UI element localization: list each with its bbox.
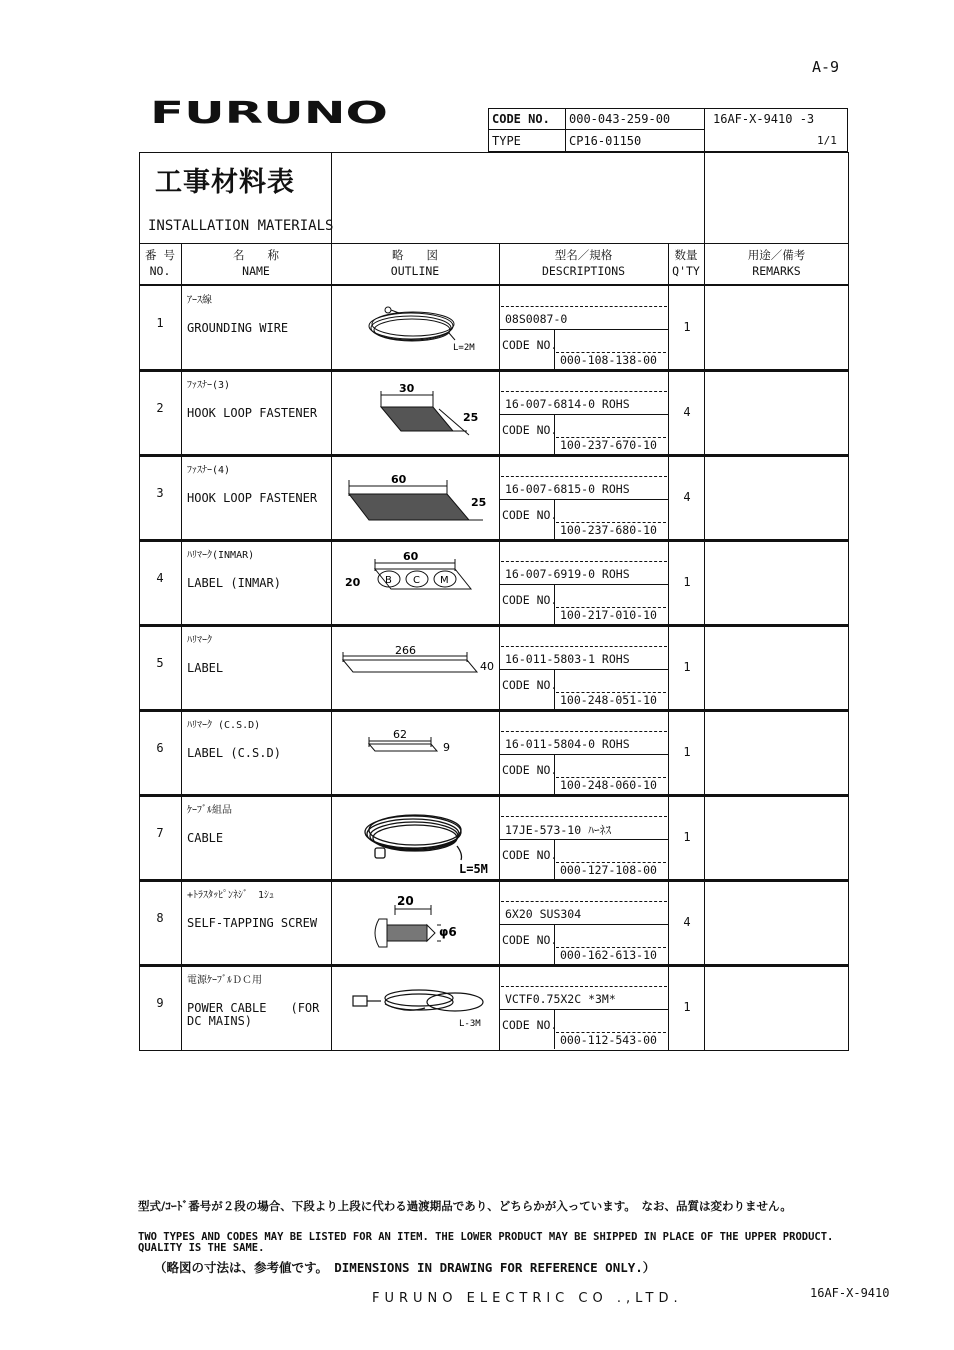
- code-no-label: CODE NO.: [502, 933, 558, 947]
- item-number: 8: [156, 911, 164, 925]
- item-quantity: 1: [683, 830, 691, 844]
- item-description: 16-007-6815-0 ROHS: [505, 482, 630, 496]
- item-name-en: HOOK LOOP FASTENER: [187, 491, 318, 505]
- item-quantity: 1: [683, 660, 691, 674]
- item-code: 100-237-680-10: [560, 523, 657, 537]
- item-description: 6X20 SUS304: [505, 907, 582, 921]
- item-quantity: 4: [683, 405, 691, 419]
- sheet-number: 1/1: [817, 134, 837, 147]
- dim-l3m: L-3M: [459, 1019, 481, 1029]
- type-value: CP16-01150: [569, 134, 642, 148]
- item-name-jp: +ﾄﾗｽﾀｯﾋﾟﾝﾈｼﾞ 1ｼｭ: [187, 890, 275, 901]
- item-code: 100-217-010-10: [560, 608, 657, 622]
- furuno-logo: [150, 96, 388, 131]
- desc-divider: [499, 669, 668, 670]
- dim-20b: 20: [397, 894, 414, 908]
- item-code: 100-248-051-10: [560, 693, 657, 707]
- code-no-label: CODE NO.: [502, 763, 558, 777]
- item-number: 6: [156, 741, 164, 755]
- item-code: 000-162-613-10: [560, 948, 657, 962]
- code-no-label: CODE NO.: [502, 508, 558, 522]
- screw-icon: [375, 905, 441, 947]
- fastener-strip-icon: [349, 480, 483, 520]
- doc-code: 16AF-X-9410 -3: [713, 112, 815, 126]
- dim-60: 60: [391, 473, 407, 486]
- dim-20: 20: [345, 576, 361, 589]
- item-number: 5: [156, 656, 164, 670]
- item-description: 08S0087-0: [505, 312, 568, 326]
- item-number: 4: [156, 571, 164, 585]
- code-no-label: CODE NO.: [502, 593, 558, 607]
- outline-label-csd: [331, 711, 499, 794]
- item-name-jp: ﾊﾘﾏｰｸ: [187, 635, 212, 646]
- footer-dimensions-note: （略図の寸法は、参考値です。 DIMENSIONS IN DRAWING FOR REFERENCE ONLY.）: [154, 1260, 656, 1275]
- footer-doc-code: 16AF-X-9410: [810, 1286, 890, 1300]
- item-name-en: POWER CABLE (FOR DC MAINS): [187, 1001, 320, 1028]
- code-no-label: CODE NO.: [502, 848, 558, 862]
- code-no-label: CODE NO.: [502, 1018, 558, 1032]
- col-descriptions: 型名／規格 DESCRIPTIONS: [541, 248, 626, 278]
- item-code: 000-112-543-00: [560, 1033, 657, 1047]
- item-description: 17JE-573-10 ﾊｰﾈｽ: [505, 823, 612, 837]
- dim-266: 266: [395, 644, 416, 657]
- outline-power-cable: [331, 966, 499, 1049]
- outline-fastener-3: [331, 371, 499, 454]
- dim-40: 40: [480, 660, 494, 673]
- item-number: 9: [156, 996, 164, 1010]
- desc-upper-line: [501, 901, 667, 902]
- coiled-wire-icon: [369, 307, 455, 341]
- item-code: 100-237-670-10: [560, 438, 657, 452]
- desc-divider: [499, 839, 668, 840]
- label-letter-m: M: [440, 575, 449, 586]
- desc-divider: [499, 924, 668, 925]
- title-jp: 工事材料表: [155, 167, 295, 198]
- item-name-en: LABEL (C.S.D): [187, 746, 281, 760]
- item-code: 100-248-060-10: [560, 778, 657, 792]
- col-name: 名 称 NAME: [233, 248, 279, 278]
- col-remarks: 用途／備考 REMARKS: [747, 248, 806, 278]
- item-name-jp: ﾊﾘﾏｰｸ(INMAR): [187, 550, 255, 561]
- item-description: 16-011-5804-0 ROHS: [505, 737, 630, 751]
- item-name-en: CABLE: [187, 831, 224, 845]
- item-quantity: 1: [683, 320, 691, 334]
- item-number: 3: [156, 486, 164, 500]
- title-en: INSTALLATION MATERIALS: [148, 218, 334, 234]
- fastener-strip-icon: [381, 391, 469, 435]
- item-quantity: 4: [683, 915, 691, 929]
- item-code: 000-127-108-00: [560, 863, 657, 877]
- desc-divider: [499, 584, 668, 585]
- item-name-jp: ﾌｧｽﾅｰ(3): [187, 380, 231, 391]
- item-number: 1: [156, 316, 164, 330]
- desc-upper-line: [501, 731, 667, 732]
- col-outline: 略 図 OUTLINE: [390, 248, 440, 278]
- label-letter-b: B: [385, 575, 392, 586]
- desc-upper-line: [501, 986, 667, 987]
- item-number: 7: [156, 826, 164, 840]
- desc-divider: [499, 329, 668, 330]
- item-name-en: HOOK LOOP FASTENER: [187, 406, 318, 420]
- outline-label: [331, 626, 499, 709]
- power-cable-icon: [353, 990, 483, 1011]
- item-name-en: LABEL: [187, 661, 224, 675]
- dim-30: 30: [399, 382, 415, 395]
- code-no-value: 000-043-259-00: [569, 112, 671, 126]
- code-no-label: CODE NO.: [502, 423, 558, 437]
- dim-60b: 60: [403, 550, 419, 563]
- outline-screw: [331, 881, 499, 964]
- item-name-en: GROUNDING WIRE: [187, 321, 289, 335]
- desc-upper-line: [501, 646, 667, 647]
- item-number: 2: [156, 401, 164, 415]
- desc-divider: [499, 754, 668, 755]
- dim-9: 9: [443, 741, 450, 754]
- item-name-jp: ｹｰﾌﾞﾙ組品: [187, 805, 232, 816]
- col-qty: 数量 Q'TY: [672, 248, 700, 278]
- col-no: 番 号 NO.: [145, 248, 175, 278]
- code-no-label: CODE NO.: [502, 338, 558, 352]
- item-name-jp: 電源ｹｰﾌﾞﾙＤＣ用: [187, 975, 262, 986]
- item-quantity: 4: [683, 490, 691, 504]
- dim-l5m: L=5M: [459, 862, 488, 876]
- outline-label-inmar: [331, 541, 499, 624]
- desc-upper-line: [501, 476, 667, 477]
- item-quantity: 1: [683, 745, 691, 759]
- code-no-label: CODE NO.: [502, 678, 558, 692]
- desc-upper-line: [501, 561, 667, 562]
- dim-l2m: L=2M: [453, 343, 475, 353]
- item-code: 000-108-138-00: [560, 353, 657, 367]
- item-quantity: 1: [683, 1000, 691, 1014]
- item-name-jp: ﾊﾘﾏｰｸ (C.S.D): [187, 720, 261, 731]
- type-label: TYPE: [492, 134, 521, 148]
- desc-upper-line: [501, 816, 667, 817]
- outline-cable: [331, 796, 499, 879]
- desc-upper-line: [501, 391, 667, 392]
- code-no-label: CODE NO.: [492, 112, 550, 126]
- dim-phi6: φ6: [439, 925, 457, 939]
- desc-divider: [499, 1009, 668, 1010]
- item-name-jp: ｱｰｽ線: [187, 295, 212, 306]
- desc-upper-line: [501, 306, 667, 307]
- furuno-logo-text: FURUNO: [150, 96, 388, 131]
- dim-25: 25: [463, 411, 479, 424]
- dim-62: 62: [393, 728, 407, 741]
- page-number: A-9: [812, 58, 840, 76]
- item-name-en: LABEL (INMAR): [187, 576, 281, 590]
- label-letter-c: C: [413, 575, 420, 586]
- desc-divider: [499, 414, 668, 415]
- company-name: FURUNO ELECTRIC CO .,LTD.: [372, 1291, 683, 1306]
- item-name-jp: ﾌｧｽﾅｰ(4): [187, 465, 231, 476]
- footer-note-jp: 型式/ｺｰﾄﾞ番号が２段の場合、下段より上段に代わる過渡期品であり、どちらかが入っています。 なお、品質は変わりません。: [138, 1199, 792, 1213]
- coiled-cable-icon: [365, 815, 462, 860]
- item-description: 16-007-6814-0 ROHS: [505, 397, 630, 411]
- outline-grounding-wire: [331, 286, 499, 369]
- item-quantity: 1: [683, 575, 691, 589]
- outline-fastener-4: [331, 456, 499, 539]
- header-code-box: [488, 108, 848, 152]
- footer-note-en: TWO TYPES AND CODES MAY BE LISTED FOR AN ITEM. THE LOWER PRODUCT MAY BE SHIPPED IN PLACE OF THE UPPER PRODUCT. QUALITY IS THE SAME.: [138, 1231, 834, 1254]
- desc-divider: [499, 499, 668, 500]
- item-description: 16-011-5803-1 ROHS: [505, 652, 630, 666]
- item-description: VCTF0.75X2C *3M*: [505, 992, 616, 1006]
- item-description: 16-007-6919-0 ROHS: [505, 567, 630, 581]
- dim-25b: 25: [471, 496, 487, 509]
- item-name-en: SELF-TAPPING SCREW: [187, 916, 318, 930]
